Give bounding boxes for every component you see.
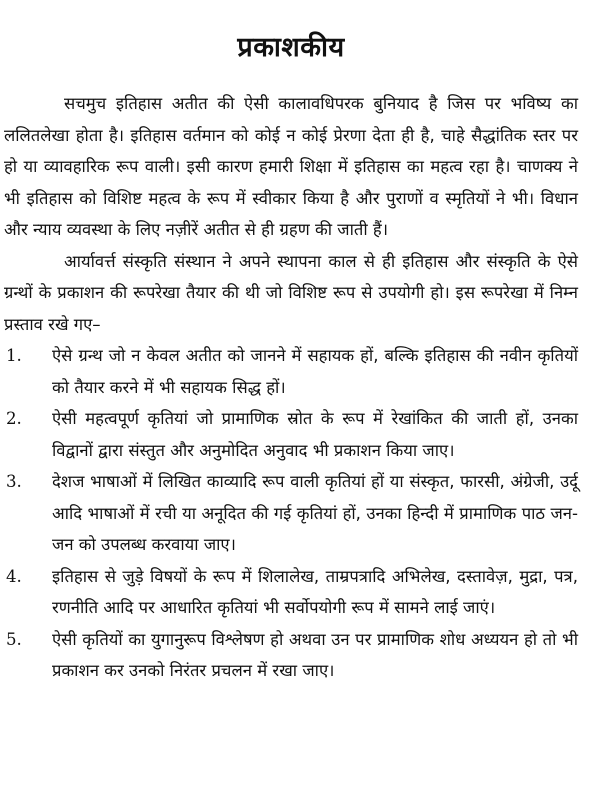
list-item-text: ऐसे ग्रन्थ जो न केवल अतीत को जानने में सहायक हों, बल्कि इतिहास की नवीन कृतियों को तैयार करने में भी सहायक सिद्ध हों। — [52, 346, 578, 397]
list-item — [4, 340, 578, 403]
list-item — [4, 466, 578, 561]
list-item-number: 3. — [6, 472, 22, 491]
list-item-text: इतिहास से जुड़े विषयों के रूप में शिलालेख, ताम्रपत्रादि अभिलेख, दस्तावेज़, मुद्रा, पत्र, रणनीति आदि पर आधारित कृतियां भी सर्वोपयोगी रूप में सामने लाई जाएं। — [52, 566, 578, 617]
list-item-number: 5. — [6, 629, 22, 649]
list-item — [4, 561, 578, 624]
paragraph-history: सचमुच इतिहास अतीत की ऐसी कालावधिपरक बुनियाद है जिस पर भविष्य का ललितलेखा होता है। इतिहास वर्तमान को कोई न कोई प्रेरणा देता ही है, चाहे सैद्धांतिक स्तर पर हो या व्यावहारिक रूप वाली। इसी कारण हमारी शिक्षा में इतिहास का महत्व रहा है। चाणक्य ने भी इतिहास को विशिष्ट महत्व के रूप में स्वीकार किया है और पुराणों व स्मृतियों ने भी। विधान और न्याय व्यवस्था के लिए नज़ीरें अतीत से ही ग्रहण की जाती हैं। — [4, 94, 578, 239]
list-item — [4, 403, 578, 466]
paragraph-institute: आर्यावर्त्त संस्कृति संस्थान ने अपने स्थापना काल से ही इतिहास और संस्कृति के ऐसे ग्रन्थों के प्रकाशन की रूपरेखा तैयार की थी जो विशिष्ट रूप से उपयोगी हो। इस रूपरेखा में निम्न प्रस्ताव रखे गए– — [4, 251, 578, 334]
proposal-list — [4, 340, 578, 687]
list-item-text: ऐसी महत्वपूर्ण कृतियां जो प्रामाणिक स्रोत के रूप में रेखांकित की जाती हों, उनका विद्वानों द्वारा संस्तुत और अनुमोदित अनुवाद भी प्रकाशन किया जाए। — [52, 409, 578, 460]
list-item-text: देशज भाषाओं में लिखित काव्यादि रूप वाली कृतियां हों या संस्कृत, फारसी, अंग्रेजी, उर्दू आदि भाषाओं में रची या अनूदित की गई कृतियां हों, उनका हिन्दी में प्रामाणिक पाठ जन-जन को उपलब्ध करवाया जाए। — [52, 472, 578, 554]
list-item-text: ऐसी कृतियों का युगानुरूप विश्लेषण हो अथवा उन पर प्रामाणिक शोध अध्ययन हो तो भी प्रकाशन कर उनको निरंतर प्रचलन में रखा जाए। — [52, 629, 578, 680]
list-item — [4, 624, 578, 687]
list-item-number: 2. — [6, 409, 22, 428]
list-item-number: 4. — [6, 566, 22, 586]
page-title: प्रकाशकीय — [237, 32, 345, 63]
list-item-number: 1. — [6, 346, 22, 365]
